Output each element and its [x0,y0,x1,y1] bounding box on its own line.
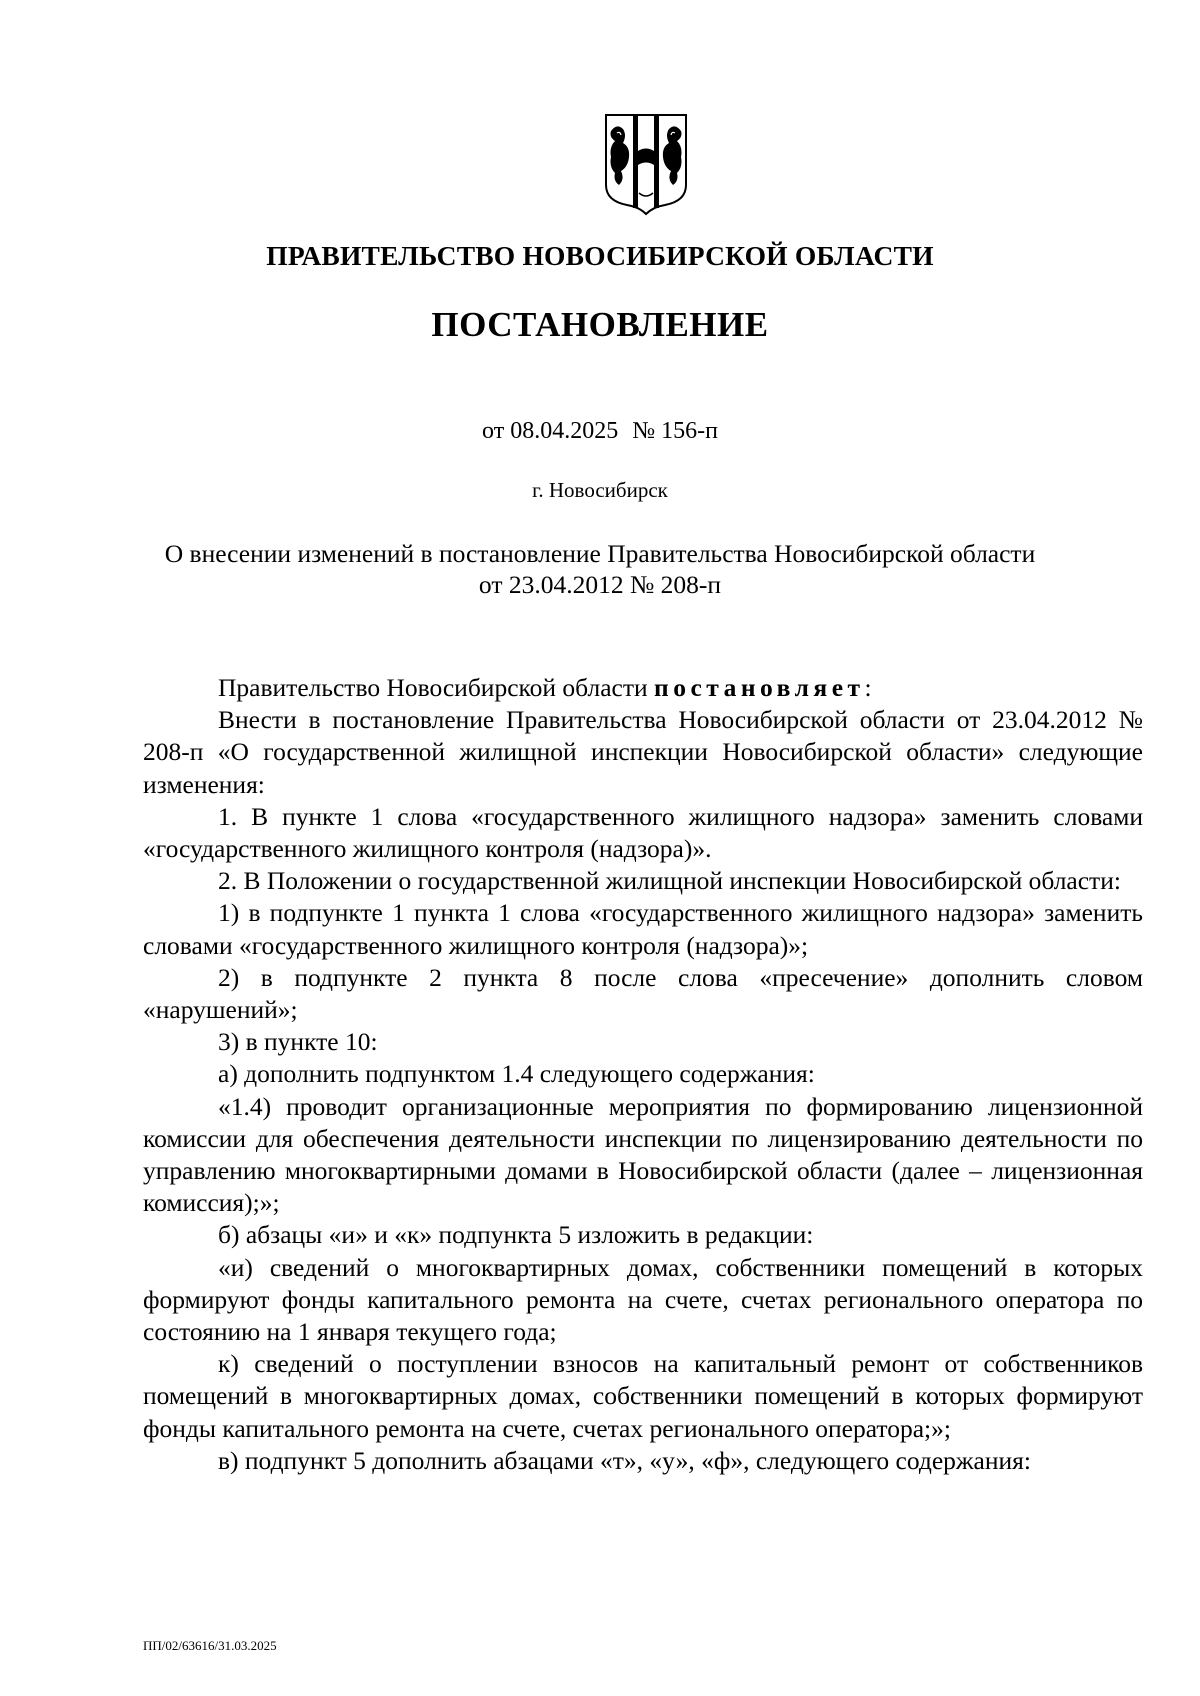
document-subject [120,538,1080,600]
subject-line: О внесении изменений в постановление Правительства Новосибирской области [164,539,1036,568]
paragraph: 2. В Положении о государственной жилищной инспекции Новосибирской области: [218,866,1121,896]
paragraph: «1.4) проводит организационные мероприятия по формированию лицензионной комиссии для обеспечения деятельности инспекции по лицензированию деятельности по управлению многоквартирными домами в Новосибирской области (далее – лицензионная комиссия);»; [143,1091,1143,1218]
document-date: от 08.04.2025 [482,418,619,444]
document-type-title: ПОСТАНОВЛЕНИЕ [431,305,769,344]
paragraph: «и) сведений о многоквартирных домах, собственники помещений в которых формируют фонды капитального ремонта на счете, счетах регионального оператора по состоянию на 1 января текущего года; [143,1252,1143,1347]
paragraph: 2) в подпункте 2 пункта 8 после слова «пресечение» дополнить словом «нарушений»; [143,962,1143,1025]
paragraph: в) подпункт 5 дополнить абзацами «т», «у», «ф», следующего содержания: [218,1445,1031,1475]
intro-colon: : [864,673,872,702]
paragraph: 3) в пункте 10: [218,1027,378,1057]
coat-of-arms-icon [603,113,689,216]
decree-word: постановляет [654,673,865,702]
document-date-number [0,418,1200,445]
paragraph: а) дополнить подпунктом 1.4 следующего содержания: [218,1059,815,1089]
footer-code: ПП/02/63616/31.03.2025 [143,1638,277,1653]
government-name: ПРАВИТЕЛЬСТВО НОВОСИБИРСКОЙ ОБЛАСТИ [266,240,934,271]
document-body [143,672,1143,1477]
document-number: № 156-п [632,418,718,444]
paragraph: Внести в постановление Правительства Новосибирской области от 23.04.2012 № 208-п «О государственной жилищной инспекции Новосибирской области» следующие изменения: [143,705,1143,799]
subject-line: от 23.04.2012 № 208-п [478,570,722,599]
document-city: г. Новосибирск [532,478,668,502]
paragraph: 1) в подпункте 1 пункта 1 слова «государственного жилищного надзора» заменить словами «государственного жилищного контроля (надзора)»; [143,898,1143,960]
paragraph-intro [143,672,1143,704]
paragraph: к) сведений о поступлении взносов на капитальный ремонт от собственников помещений в многоквартирных домах, собственники помещений в которых формируют фонды капитального ремонта на счете, счетах регионального оператора;»; [143,1349,1143,1443]
paragraph: 1. В пункте 1 слова «государственного жилищного надзора» заменить словами «государственного жилищного контроля (надзора)». [143,801,1143,864]
paragraph: б) абзацы «и» и «к» подпункта 5 изложить в редакции: [218,1220,814,1250]
intro-text: Правительство Новосибирской области [218,673,654,702]
